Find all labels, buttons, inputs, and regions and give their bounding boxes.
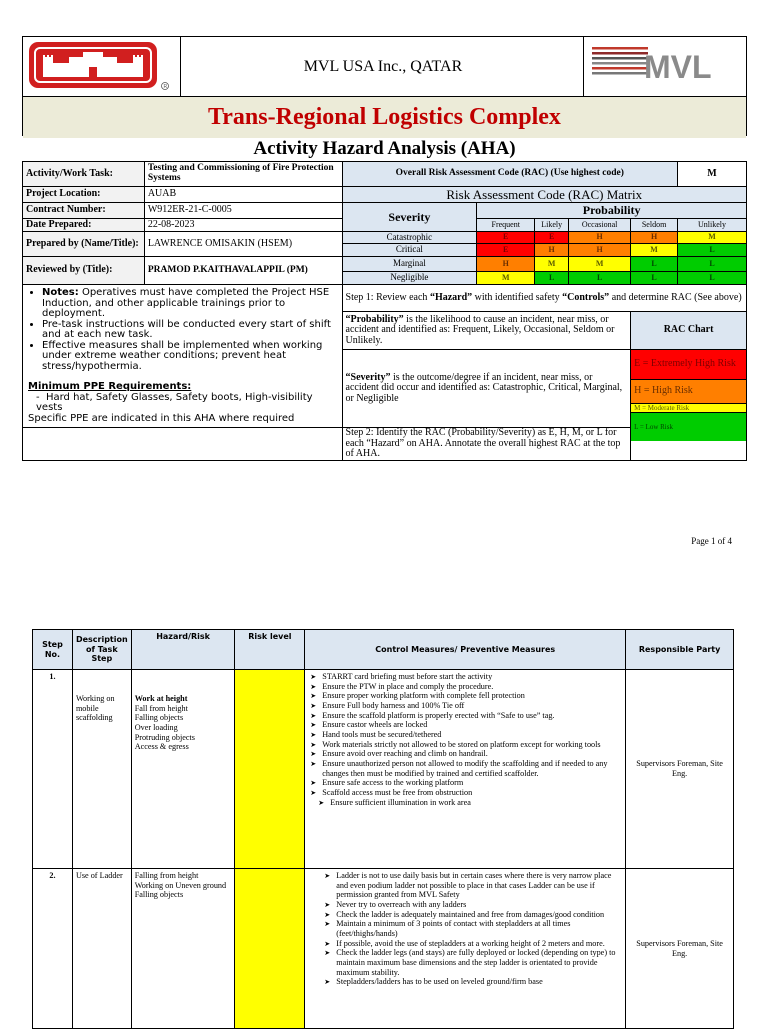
location-label: Project Location: — [23, 187, 145, 203]
rac-cell: L — [678, 244, 747, 257]
col-description: Description of Task Step — [72, 630, 131, 670]
document-header — [22, 36, 747, 136]
severity-critical: Critical — [342, 244, 477, 257]
hazard-item: Working on Uneven ground — [134, 880, 227, 890]
rac-cell: M — [678, 232, 747, 244]
severity-header: Severity — [342, 203, 477, 232]
rac-cell: M — [569, 257, 631, 272]
ppe-footer: Specific PPE are indicated in this AHA where required — [28, 412, 295, 424]
control-item: ➤ Ensure unauthorized person not allowed to modify the scaffolding and if needed to any changes then must be modified by trained and certified scaffolder. — [322, 759, 622, 778]
task-description: Working on mobile scaffolding — [72, 670, 131, 869]
rac-cell: L — [535, 272, 569, 285]
control-item: ➤ Work materials strictly not allowed to be stored on platform except for working tools — [322, 740, 622, 750]
control-item: ➤ STARRT card briefing must before start the activity — [322, 672, 622, 682]
control-item: ➤ Ladder is not to use daily basis but in certain cases where there is very narrow place and even podium ladder not possible to place in that cases Ladder can be use if permission granted from MVL Safety — [336, 871, 622, 900]
hazard-item: Falling from height — [134, 871, 199, 880]
date-value: 22-08-2023 — [144, 219, 342, 232]
control-item: ➤ Ensure sufficient illumination in work area — [322, 798, 622, 808]
hazard-title: Work at height — [134, 694, 188, 703]
notes-section — [23, 285, 343, 428]
control-item: ➤ Ensure Full body harness and 100% Tie off — [322, 701, 622, 711]
rac-cell: H — [569, 244, 631, 257]
severity-marginal: Marginal — [342, 257, 477, 272]
svg-text:R: R — [163, 84, 168, 90]
ppe-heading: Minimum PPE Requirements: — [28, 381, 192, 392]
task-description: Use of Ladder — [72, 869, 131, 1029]
note-item: • Notes: Operatives must have completed the Project HSE Induction, and other applicable trainings prior to deployment. — [42, 288, 337, 320]
prob-likely: Likely — [535, 219, 569, 232]
control-measures — [305, 670, 626, 869]
control-item: ➤ Maintain a minimum of 3 points of contact with stepladders at all times (feet/thighs/hands) — [336, 919, 622, 938]
col-responsible-party: Responsible Party — [626, 630, 734, 670]
overall-rac-value: M — [678, 162, 747, 187]
rac-cell: L — [678, 257, 747, 272]
probability-definition: “Probability” is the likelihood to cause an incident, near miss, or accident and identified as: Frequent, Likely, Occasional, Seldom or Unlikely. — [342, 312, 631, 350]
col-hazard: Hazard/Risk — [131, 630, 235, 670]
step1-text: Step 1: Review each “Hazard” with identified safety “Controls” and determine RAC (See above) — [342, 285, 746, 312]
rac-cell: M — [631, 244, 678, 257]
prob-occasional: Occasional — [569, 219, 631, 232]
control-item: ➤ Check the ladder is adequately maintained and free from damages/good condition — [336, 910, 622, 920]
mvl-logo-text: MVL — [644, 49, 712, 85]
aha-info-table — [22, 161, 747, 461]
severity-catastrophic: Catastrophic — [342, 232, 477, 244]
control-item: ➤ Ensure safe access to the working platform — [322, 778, 622, 788]
document-title: Activity Hazard Analysis (AHA) — [253, 138, 516, 159]
prob-frequent: Frequent — [477, 219, 535, 232]
control-item: ➤ Scaffold access must be free from obstruction — [322, 788, 622, 798]
control-item: ➤ If possible, avoid the use of stepladders at a working height of 2 meters and more. — [336, 939, 622, 949]
rac-cell: L — [569, 272, 631, 285]
step-number: 2. — [33, 869, 73, 1029]
hazard-item: Falling objects — [134, 713, 184, 723]
control-item: ➤ Ensure proper working platform with complete fell protection — [322, 691, 622, 701]
hazard-item: Protruding objects — [134, 732, 195, 742]
control-measures — [305, 869, 626, 1029]
rac-cell: H — [477, 257, 535, 272]
contract-value: W912ER-21-C-0005 — [144, 203, 342, 219]
prepared-label: Prepared by (Name/Title): — [23, 232, 145, 257]
rac-cell: H — [631, 232, 678, 244]
rac-chart-label: RAC Chart — [631, 312, 747, 350]
ppe-item: - Hard hat, Safety Glasses, Safety boots, High-visibility vests — [36, 391, 313, 413]
rac-cell: E — [535, 232, 569, 244]
risk-level-cell — [235, 670, 305, 869]
control-item: ➤ Ensure castor wheels are locked — [322, 720, 622, 730]
project-title: Trans-Regional Logistics Complex — [23, 96, 746, 138]
hazard-item: Over loading — [134, 723, 178, 733]
rac-cell: E — [477, 232, 535, 244]
control-item: ➤ Ensure avoid over reaching and climb on handrail. — [322, 749, 622, 759]
control-item: ➤ Stepladders/ladders has to be used on leveled ground/firm base — [336, 977, 622, 987]
hazard-analysis-table — [32, 629, 734, 1029]
table-row — [33, 869, 734, 1029]
note-item: • Pre-task instructions will be conducted every start of shift and at each new task. — [42, 320, 337, 341]
step-number: 1. — [33, 670, 73, 869]
reviewed-label: Reviewed by (Title): — [23, 257, 145, 285]
prepared-value: LAWRENCE OMISAKIN (HSEM) — [144, 232, 342, 257]
control-item: ➤ Ensure the PTW in place and comply the procedure. — [322, 682, 622, 692]
rac-cell: H — [569, 232, 631, 244]
risk-level-cell — [235, 869, 305, 1029]
hazard-item: Fall from height — [134, 703, 188, 713]
col-risk-level: Risk level — [235, 630, 305, 670]
company-name: MVL USA Inc., QATAR — [303, 57, 463, 75]
col-step-no: Step No. — [33, 630, 73, 670]
table-row — [33, 670, 734, 869]
prob-seldom: Seldom — [631, 219, 678, 232]
rac-chart-low: L = Low Risk — [631, 412, 746, 441]
responsible-party: Supervisors Foreman, Site Eng. — [626, 869, 734, 1029]
hazard-item: Access & egress — [134, 742, 189, 752]
control-item: ➤ Hand tools must be secured/tethered — [322, 730, 622, 740]
contract-label: Contract Number: — [23, 203, 145, 219]
page-number: Page 1 of 4 — [691, 536, 732, 546]
hazard-list — [131, 869, 235, 1029]
responsible-party: Supervisors Foreman, Site Eng. — [626, 670, 734, 869]
note-item: • Effective measures shall be implemented when working under extreme weather conditions; prevent heat stress/hypothermia. — [42, 341, 337, 373]
probability-header: Probability — [477, 203, 747, 219]
location-value: AUAB — [144, 187, 342, 203]
rac-cell: M — [477, 272, 535, 285]
rac-cell: H — [535, 244, 569, 257]
rac-chart-moderate: M = Moderate Risk — [631, 404, 746, 412]
col-control-measures: Control Measures/ Preventive Measures — [305, 630, 626, 670]
control-item: ➤ Check the ladder legs (and stays) are fully deployed or locked (depending on type) to maintain maximum base dimensions and the step ladder is orientated to provide maximum stability. — [336, 948, 622, 977]
date-label: Date Prepared: — [23, 219, 145, 232]
hazard-list — [131, 670, 235, 869]
rac-chart-extreme: E = Extremely High Risk — [631, 350, 747, 380]
severity-negligible: Negligible — [342, 272, 477, 285]
rac-matrix-title: Risk Assessment Code (RAC) Matrix — [342, 187, 746, 203]
rac-cell: E — [477, 244, 535, 257]
hazard-item: Falling objects — [134, 890, 184, 900]
activity-value: Testing and Commissioning of Fire Protection Systems — [144, 162, 342, 187]
control-item: ➤ Never try to overreach with any ladders — [336, 900, 622, 910]
reviewed-value: PRAMOD P.KAITHAVALAPPIL (PM) — [144, 257, 342, 285]
rac-cell: M — [535, 257, 569, 272]
rac-cell: L — [631, 257, 678, 272]
rac-cell: L — [678, 272, 747, 285]
prob-unlikely: Unlikely — [678, 219, 747, 232]
activity-label: Activity/Work Task: — [23, 162, 145, 187]
rac-chart-high: H = High Risk — [631, 379, 747, 403]
overall-rac-label: Overall Risk Assessment Code (RAC) (Use highest code) — [342, 162, 678, 187]
step2-text: Step 2: Identify the RAC (Probability/Severity) as E, H, M, or L for each “Hazard” on AHA. Annotate the overall highest RAC at the top of AHA. — [342, 428, 631, 461]
usace-castle-logo — [23, 37, 181, 96]
rac-cell: L — [631, 272, 678, 285]
control-item: ➤ Ensure the scaffold platform is properly erected with “Safe to use” tag. — [322, 711, 622, 721]
mvl-logo — [583, 37, 746, 96]
severity-definition: “Severity” is the outcome/degree if an incident, near miss, or accident did occur and identified as: Catastrophic, Critical, Marginal, or Negligible — [342, 350, 631, 428]
